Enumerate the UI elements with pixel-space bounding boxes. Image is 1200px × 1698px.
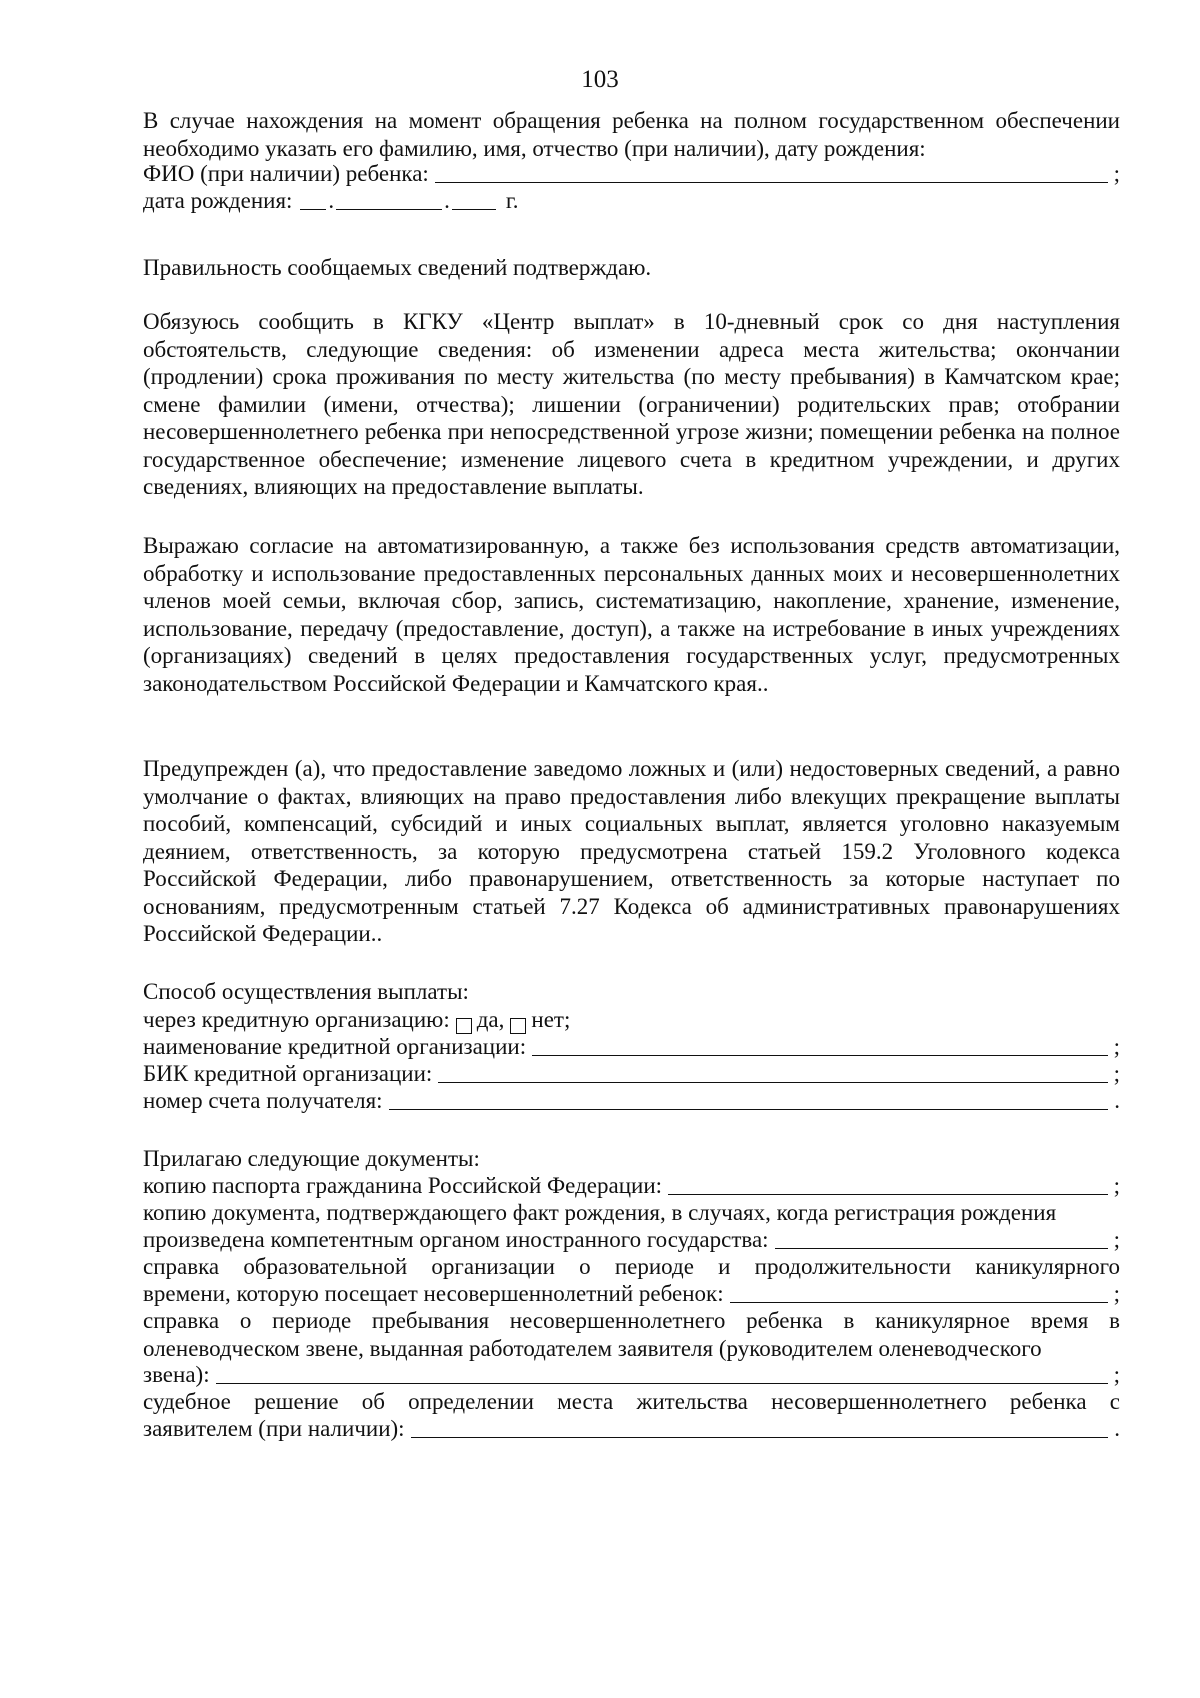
warning-paragraph: Предупрежден (а), что предоставление заведомо ложных и (или) недостоверных сведений, а равно умолчание о фактах, влияющих на право предоставления либо влекущих прекращение выплаты пособий, компенсаций, субсидий и иных социальных выплат, является уголовно наказуемым деянием, ответственность, за которую предусмотрена статьей 159.2 Уголовного кодекса Российской Федерации, либо правонарушением, ответственность за которые наступает по основаниям, предусмотренным статьей 7.27 Кодекса об административных правонарушениях Российской Федерации.. [143,756,1120,946]
payment-heading: Способ осуществления выплаты: [143,979,469,1004]
attachments-heading: Прилагаю следующие документы: [143,1146,480,1171]
child-dob-row [143,187,1120,215]
dob-separator: . [328,188,335,213]
foreign-birth-row [143,1226,1120,1254]
child-dob-label: дата рождения: [143,188,293,213]
school-row [143,1280,1120,1308]
confirmation-text: Правильность сообщаемых сведений подтверждаю. [143,255,652,280]
child-fio-end: ; [1113,161,1120,186]
bank-name-end: ; [1113,1034,1120,1059]
school-line [143,1253,1120,1281]
bik-row [143,1060,1120,1088]
checkbox-yes[interactable] [456,1018,472,1034]
account-end: . [1114,1088,1120,1113]
page-number: 103 [581,66,619,93]
child-fio-field[interactable] [435,182,1108,183]
court-label: заявителем (при наличии): [143,1416,405,1441]
court-line-text: судебное решение об определении места жительства несовершеннолетнего ребенка с [143,1389,1120,1414]
court-field[interactable] [411,1437,1109,1438]
reindeer-text: справка о периоде пребывания несовершеннолетнего ребенка в каникулярное время в оленеводческом звене, выданная работодателем заявителя (руководителем оленеводческого [143,1308,1120,1361]
account-label: номер счета получателя: [143,1088,383,1113]
school-field[interactable] [730,1302,1108,1303]
option-no-label: нет; [531,1007,571,1032]
account-field[interactable] [389,1109,1109,1110]
dob-day-field[interactable] [300,208,326,210]
account-row [143,1087,1120,1115]
passport-row [143,1172,1120,1200]
child-fio-row [143,160,1120,188]
bik-field[interactable] [438,1082,1107,1083]
school-end: ; [1113,1281,1120,1306]
child-fio-label: ФИО (при наличии) ребенка: [143,161,429,186]
foreign-birth-label: произведена компетентным органом иностранного государства: [143,1227,769,1252]
reindeer-end: ; [1113,1362,1120,1387]
passport-label: копию паспорта гражданина Российской Федерации: [143,1173,663,1198]
reindeer-label: звена): [143,1362,210,1387]
foreign-birth-end: ; [1113,1227,1120,1252]
via-bank-row [143,1006,1120,1034]
dob-suffix: г. [505,188,519,213]
bank-name-row [143,1033,1120,1061]
child-intro: В случае нахождения на момент обращения ребенка на полном государственном обеспечении необходимо указать его фамилию, имя, отчество (при наличии), дату рождения: [143,108,1120,161]
foreign-birth-line: копию документа, подтверждающего факт рождения, в случаях, когда регистрация рождения [143,1200,1057,1225]
dob-separator: . [444,188,450,213]
court-line [143,1388,1120,1416]
dob-month-field[interactable] [336,208,442,210]
obligation-paragraph: Обязуюсь сообщить в КГКУ «Центр выплат» в 10-дневный срок со дня наступления обстоятельств, следующие сведения: об изменении адреса места жительства; окончании (продлении) срока проживания по месту жительства (по месту пребывания) в Камчатском крае; смене фамилии (имени, отчества); лишении (ограничении) родительских прав; отобрании несовершеннолетнего ребенка при непосредственной угрозе жизни; помещении ребенка на полное государственное обеспечение; изменение лицевого счета в кредитном учреждении, и других сведениях, влияющих на предоставление выплаты. [143,309,1120,499]
option-yes-label: да, [476,1007,505,1032]
reindeer-field[interactable] [216,1383,1108,1384]
passport-end: ; [1113,1173,1120,1198]
bank-name-label: наименование кредитной организации: [143,1034,527,1059]
school-label: времени, которую посещает несовершеннолетний ребенок: [143,1281,724,1306]
reindeer-row [143,1361,1120,1389]
consent-paragraph: Выражаю согласие на автоматизированную, а также без использования средств автоматизации, обработку и использование предоставленных персональных данных моих и несовершеннолетних членов моей семьи, включая сбор, запись, систематизацию, накопление, хранение, изменение, использование, передачу (предоставление, доступ), а также на истребование в иных учреждениях (организациях) сведений в целях предоставления государственных услуг, предусмотренных законодательством Российской Федерации и Камчатского края.. [143,533,1120,696]
via-bank-label: через кредитную организацию: [143,1007,450,1032]
bank-name-field[interactable] [532,1055,1107,1056]
bik-label: БИК кредитной организации: [143,1061,433,1086]
dob-year-field[interactable] [452,208,496,210]
court-row [143,1415,1120,1443]
checkbox-no[interactable] [510,1018,526,1034]
bik-end: ; [1113,1061,1120,1086]
passport-field[interactable] [668,1194,1108,1195]
court-end: . [1114,1416,1120,1441]
school-line-text: справка образовательной организации о периоде и продолжительности каникулярного [143,1254,1120,1279]
foreign-birth-field[interactable] [775,1248,1108,1249]
